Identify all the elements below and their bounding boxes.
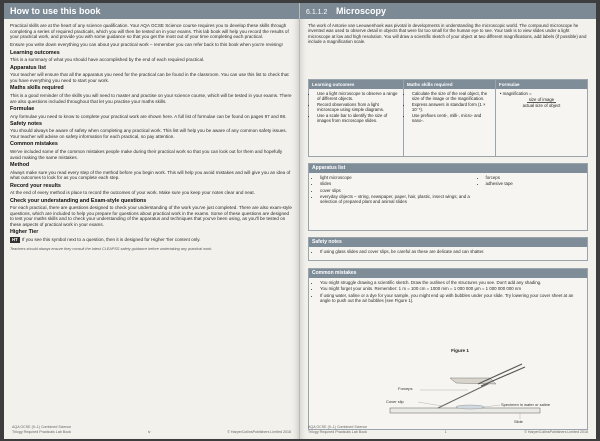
left-page-body [10,23,293,252]
safety-notes-body [309,247,587,257]
footer-book-title [308,425,367,434]
label-slide: Slide [514,419,523,424]
section-heading: Maths skills required [10,85,64,92]
formula-label: • magnification = [499,91,532,96]
formulae-header: Formulae [496,80,587,89]
section-heading: Record your results [10,182,61,189]
forceps-shape [481,367,525,386]
section-heading: Apparatus list [10,64,46,71]
right-page [300,3,596,439]
copyright: © HarperCollinsPublishers Limited 2018 [524,429,588,434]
leader-line [484,405,500,407]
list-item: • Use prefixes centi-, milli-, micro- and nano-. [412,113,493,123]
section-heading: Safety notes [10,120,43,127]
footer-book-line: AQA GCSE (9–1) Combined Science [12,425,72,430]
book-spread [4,3,596,439]
footer-book-line: Trilogy Required Practicals Lab Book [308,429,367,434]
cover-slip-shape [438,382,492,408]
list-item: • You might struggle drawing a scientific sketch. Draw the outlines of the structures you see. Don't add any shading. [320,280,584,285]
section-text: For each practical, there are questions designed to check your understanding of the work you've just completed. There are also exam-style questions, which are included to help you prepare for questions about practical work in the exams. Some of these questions are designed to test your maths skills and to check your understanding of the apparatus and techniques that you've been using, as you'll be tested on these aspects of practical work in your exams. [10,205,292,227]
left-page-footer [12,425,291,434]
right-page-title-bar [300,3,596,19]
section-text: Any formulae you need to know to complete your practical work are shown here. A full list of formulae can be found on pages 97 and 98. [10,113,287,119]
label-cover-slip: Cover slip [386,399,404,404]
section-number: 6.1.1.2 [306,9,328,16]
footer-book-title [12,425,71,434]
formula-denominator: actual size of object [522,103,561,109]
formula-fraction [500,97,583,108]
left-page [4,3,300,439]
list-item: • Use a light microscope to observe a range of different objects. [317,91,401,101]
page-number: iv [147,429,151,434]
right-page-footer [308,425,588,434]
list-item: • slides [320,181,478,186]
list-item: • Calculate the size of the real object, the size of the image or the magnification. [412,91,493,101]
label-specimen: Specimen in water or saline [501,402,551,407]
list-item: • light microscope [320,175,478,180]
figure-1 [360,348,560,426]
apparatus-body [309,173,587,207]
section-text: We've included some of the common mistakes people make during their practical work so that you can look out for them and hopefully avoid making the same mistakes. [10,149,283,160]
maths-skills-list [404,89,495,124]
page-number: 1 [444,429,447,434]
higher-tier-text [10,237,293,243]
practical-intro: The work of Antonie van Leeuwenhoek was pivotal in developments in understanding the microscopic world. The compound microscope he invented was used to observe detail in objects that were far too small for the human eye to see. Your task is to view slides under a light microscope at low and high resolution. You will draw a scientific sketch of your object at two different magnifications, add labels (if possible) and include a magnification scale. [308,23,587,45]
copyright: © HarperCollinsPublishers Limited 2018 [227,429,291,434]
outcomes-table [308,79,588,157]
section-heading: Method [10,162,30,169]
list-item: • forceps [486,175,584,180]
section-heading: Common mistakes [10,141,58,148]
forceps-shape [478,364,522,384]
magnification-formula [496,89,587,111]
intro-paragraph: Ensure you write down everything you can about your practical work – remember you can refer back to this book when you're revising! [10,42,283,48]
formula-numerator: size of image [528,97,555,103]
list-item: • If using glass slides and cover slips, be careful as these are delicate and can shatter. [320,249,584,254]
learning-outcomes-column [309,80,404,156]
figure-caption: Figure 1 [451,348,469,353]
cover-slip-diagram [360,348,560,426]
list-item: • cover slips [320,188,478,193]
apparatus-header: Apparatus list [309,164,587,173]
section-heading: Check your understanding and Exam-style questions [10,197,147,204]
maths-skills-column [404,80,496,156]
section-heading: Formulae [10,105,35,112]
section-text: At the end of every method is place to record the outcomes of your work. Make sure you keep your notes clear and neat. [10,190,255,196]
list-item: • everyday objects – string, newspaper, paper, hair, plastic, insect wings; and a selection of prepared plant and animal slides [320,194,478,205]
section-text: If you see this symbol next to a question, then it is designed for Higher Tier content only. [21,236,201,242]
right-page-title: Microscopy [335,6,386,16]
section-text: This is a summary of what you should have accomplished by the end of each required practical. [10,57,205,63]
learning-outcomes-list [309,89,403,124]
common-mistakes-header: Common mistakes [309,269,587,278]
higher-tier-badge: HT [12,236,18,242]
footer-book-line: Trilogy Required Practicals Lab Book [12,429,71,434]
section-text: You should always be aware of safety when completing any practical work. This list will help you be aware of any common safety issues. Your teacher will advise on safety information for each practical, so pay attention. [10,128,287,140]
formulae-column [496,80,587,156]
specimen-drop [456,405,484,409]
section-text: Always make sure you read every step of the method before you begin work. This will help you avoid mistakes and will give you an idea of what outcomes to look for as you complete each step. [10,169,291,181]
maths-skills-header: Maths skills required [404,80,495,89]
section-heading: Learning outcomes [10,49,60,56]
safety-footnote: Teachers should always ensure they consult the latest CLEAPSS safety guidance before undertaking any practical work. [10,246,213,251]
apparatus-list-2 [478,175,584,205]
learning-outcomes-header: Learning outcomes [309,80,403,89]
section-text: This is a good reminder of the skills you will need to master and practise on your science course, which will be tested in your exams. There are also questions included throughout that let you practise your maths skills. [10,92,292,104]
list-item: • If using water, saline or a dye for your sample, you might end up with bubbles under your slide. Try lowering your cover sheet at an angle to push out the air bubbles (see Figure 1). [320,293,584,304]
list-item: • Express answers in standard form (1 × 10⁻³). [412,102,493,112]
formula-lhs: magnification = [502,91,532,96]
section-heading: Higher Tier [10,229,39,236]
left-page-title: How to use this book [4,3,299,19]
list-item: • Record observations from a light microscope using simple diagrams. [317,102,401,112]
label-forceps: Forceps [398,386,413,391]
apparatus-box [308,163,588,231]
list-item: • Use a scale bar to identify the size of images from microscope slides. [317,113,401,123]
list-item: • You might forget your units. Remember: 1 m = 100 cm = 1000 mm = 1 000 000 μm = 1 000 000 000 nm [320,286,584,291]
safety-notes-box [308,237,588,261]
footer-book-line: AQA GCSE (9–1) Combined Science [308,425,368,430]
common-mistakes-body [309,278,587,306]
safety-notes-header: Safety notes [309,238,587,247]
apparatus-list [312,175,478,205]
intro-paragraph: Practical skills are at the heart of any science qualification. Your AQA GCSE Science course requires you to develop these skills through completing a series of required practicals, which you will then be tested on in your exams. This lab book will help you record the results of your practical work, and provide you with some guidance so that you get the most out of your time completing each practical. [10,23,289,40]
leader-line [418,402,442,406]
section-text: Your teacher will ensure that all the apparatus you need for the practical can be found in the classroom. You can use this list to check that you have everything you need to start your work. [10,72,289,83]
list-item: • adhesive tape [486,181,584,186]
